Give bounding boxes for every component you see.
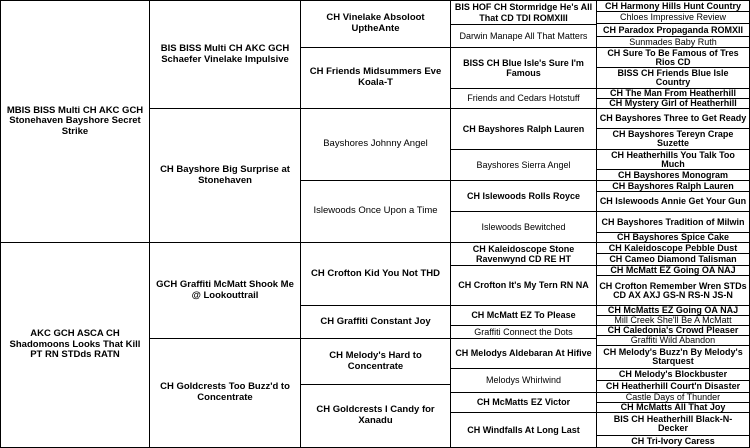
ancestor-name: CH Crofton Remember Wren STDs CD AX AXJ GS-N RS-N JS-N [599,280,747,300]
great-grandparent-1 [300,0,451,48]
ancestor-name: CH Heatherhills You Talk Too Much [611,149,735,169]
great-grandparent-name: CH Friends Midsummers Eve Koala-T [309,66,442,88]
ancestor-name: CH Melody's Blockbuster [618,369,728,379]
ancestor-name: Chloes Impressive Review [619,12,727,22]
dam [0,242,150,448]
ancestor-g5-9 [596,108,750,129]
ancestor-name: CH Paradox Propaganda ROMXII [602,24,744,35]
ancestor-name: Bayshores Sierra Angel [476,159,571,170]
ancestor-name: CH Crofton It's My Tern RN NA [458,280,589,291]
ancestor-name: CH McMatts EZ Victor [476,397,571,408]
ancestor-name: Darwin Manape All That Matters [459,30,588,41]
great-grandparent-name: CH Vinelake Absoloot UptheAnte [326,12,425,34]
grandparent-4 [149,338,301,448]
ancestor-g5-31 [596,435,750,448]
ancestor-name: CH Melody's Buzz'n By Melody's Starquest [603,347,743,366]
ancestor-g4-10 [450,265,597,306]
ancestor-g4-15 [450,392,597,413]
ancestor-name: BIS HOF CH Stormridge He's All That CD TDI ROMXIII [454,2,593,23]
ancestor-name: Sunmades Baby Ruth [629,36,717,47]
ancestor-name: CH Islewoods Rolls Royce [466,190,581,201]
ancestor-name: BISS CH Friends Blue Isle Country [617,68,729,87]
ancestor-g5-14 [596,191,750,212]
ancestor-g4-11 [450,305,597,326]
ancestor-name: CH Windfalls At Long Last [467,424,580,435]
ancestor-name: CH McMatt EZ Going OA NAJ [610,265,736,275]
great-grandparent-name: CH Crofton Kid You Not THD [311,267,440,279]
great-grandparent-3 [300,108,451,181]
ancestor-g4-8 [450,211,597,243]
ancestor-name: Graffiti Wild Abandon [630,335,716,345]
great-grandparent-5 [300,242,451,306]
dam-name: AKC GCH ASCA CH Shadomoons Looks That Kill PT RN STDds RATN [9,328,141,361]
ancestor-name: Friends and Cedars Hotstuff [467,93,580,104]
great-grandparent-name: CH Goldcrests I Candy for Xanadu [316,404,435,426]
ancestor-name: CH Sure To Be Famous of Tres Rios CD [607,47,739,67]
ancestor-g4-6 [450,149,597,181]
ancestor-name: CH Heatherhill Court'n Disaster [605,381,741,391]
ancestor-name: BISS CH Blue Isle's Sure I'm Famous [463,57,584,78]
grandparent-1 [149,0,301,109]
ancestor-g4-14 [450,368,597,393]
ancestor-g4-2 [450,24,597,48]
ancestor-name: CH Kaleidoscope Pebble Dust [608,242,738,253]
sire-name: MBIS BISS Multi CH AKC GCH Stonehaven Bayshore Secret Strike [6,104,144,137]
ancestor-g4-3 [450,47,597,89]
ancestor-g5-30 [596,412,750,436]
ancestor-name: CH Bayshores Ralph Lauren [612,180,734,191]
ancestor-name: CH Bayshores Three to Get Ready [599,113,747,123]
ancestor-name: CH Bayshores Tradition of Milwin [601,216,745,227]
ancestor-name: CH McMatts EZ Going OA NAJ [607,305,739,315]
great-grandparent-name: Bayshores Johnny Angel [323,138,428,150]
ancestor-name: CH Bayshores Spice Cake [616,232,730,242]
ancestor-name: CH Bayshores Monogram [617,169,729,180]
ancestor-name: CH Harmony Hills Hunt Country [604,0,741,11]
great-grandparent-7 [300,338,451,385]
ancestor-g5-25 [596,345,750,369]
ancestor-g5-10 [596,128,750,150]
ancestor-name: CH Bayshores Tereyn Crape Suzette [612,129,734,148]
ancestor-g5-3 [596,23,750,37]
ancestor-g4-1 [450,0,597,25]
ancestor-g4-7 [450,180,597,212]
ancestor-name: CH McMatt EZ To Please [471,310,576,321]
ancestor-g5-20 [596,275,750,306]
ancestor-name: Melodys Whirlwind [485,375,562,386]
ancestor-g5-6 [596,67,750,89]
ancestor-name: CH Mystery Girl of Heatherhill [609,98,737,108]
great-grandparent-2 [300,47,451,109]
ancestor-name: CH McMatts All That Joy [620,402,726,412]
ancestor-g4-5 [450,108,597,150]
ancestor-g5-15 [596,211,750,233]
great-grandparent-8 [300,384,451,448]
ancestor-name: Graffiti Connect the Dots [474,326,573,337]
ancestor-name: Islewoods Bewitched [481,221,566,232]
ancestor-name: CH Cameo Diamond Talisman [609,254,737,264]
ancestor-name: CH Tri-Ivory Caress [631,436,715,446]
grandparent-2 [149,108,301,243]
ancestor-name: Castle Days of Thunder [625,392,721,402]
grandparent-name: GCH Graffiti McMatt Shook Me @ Lookouttrail [156,278,294,301]
grandparent-name: CH Goldcrests Too Buzz'd to Concentrate [160,381,290,403]
ancestor-g4-9 [450,242,597,266]
ancestor-name: BIS CH Heatherhill Black-N-Decker [613,414,733,433]
great-grandparent-name: CH Melody's Hard to Concentrate [329,349,422,372]
ancestor-name: Mill Creek She'll Be A McMatt [614,315,732,325]
ancestor-name: CH The Man From Heatherhill [609,88,736,98]
ancestor-g5-11 [596,149,750,170]
ancestor-g5-5 [596,47,750,68]
great-grandparent-4 [300,180,451,243]
ancestor-g4-4 [450,88,597,109]
grandparent-3 [149,242,301,339]
ancestor-name: CH Melodys Aldebaran At Hifive [455,348,592,359]
great-grandparent-6 [300,305,451,339]
ancestor-name: CH Bayshores Ralph Lauren [462,123,585,134]
grandparent-name: CH Bayshore Big Surprise at Stonehaven [160,163,290,186]
ancestor-g4-12 [450,325,597,339]
ancestor-name: CH Kaleidoscope Stone Ravenwynd CD RE HT [472,243,575,264]
ancestor-name: CH Islewoods Annie Get Your Gun [599,196,747,206]
ancestor-name: CH Caledonia's Crowd Pleaser [607,325,739,335]
great-grandparent-name: CH Graffiti Constant Joy [320,315,431,327]
grandparent-name: BIS BISS Multi CH AKC GCH Schaefer Vinelake Impulsive [160,42,290,65]
great-grandparent-name: Islewoods Once Upon a Time [313,205,438,217]
sire [0,0,150,243]
ancestor-g4-16 [450,412,597,448]
ancestor-g4-13 [450,338,597,369]
